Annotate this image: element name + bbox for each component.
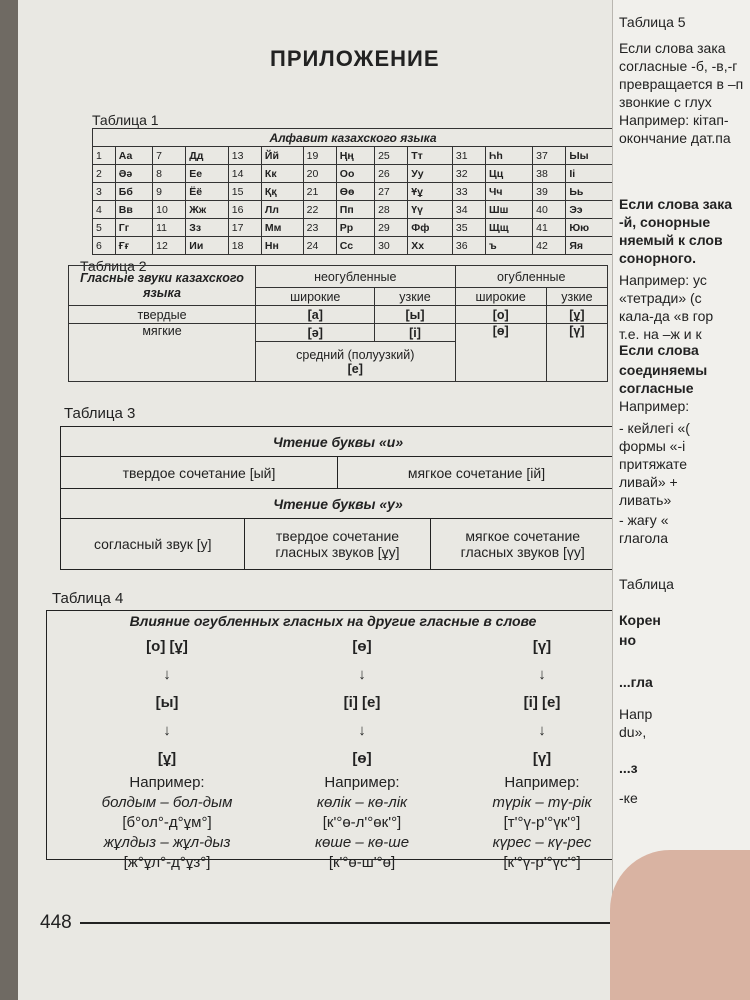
letter-number-cell: 11 (153, 219, 186, 237)
facing-page-line: но (619, 632, 637, 648)
arrow-down: ↓ (358, 722, 366, 739)
example-transcription: [б°ол°-д°ұм°] (122, 814, 212, 831)
column-top-sounds: [о] [ұ] (146, 638, 188, 655)
facing-page-line: Таблица 5 (619, 14, 686, 30)
arrow-down: ↓ (538, 722, 546, 739)
column-result-sound: [ұ] (157, 750, 177, 767)
letter-number-cell: 42 (533, 237, 566, 255)
facing-page-line: «тетради» (с (619, 290, 702, 306)
letter-cell: Дд (186, 147, 228, 165)
example-word: түрік – тү-рік (492, 794, 592, 811)
reading-i-header: Чтение буквы «и» (272, 433, 404, 450)
vowel-cell: [і] (375, 324, 455, 342)
letter-number-cell: 17 (228, 219, 261, 237)
rounding-table-header: Влияние огубленных гласных на другие гласные в слове (129, 613, 537, 629)
facing-page-line: ливай» + (619, 474, 678, 490)
letter-number-cell: 41 (533, 219, 566, 237)
letter-cell: Оо (336, 165, 374, 183)
letter-number-cell: 35 (452, 219, 485, 237)
rounding-column-oe (277, 637, 447, 873)
reading-u-soft (431, 519, 615, 569)
reading-table (60, 426, 616, 570)
facing-page-line: т.е. на –ж и к (619, 326, 702, 342)
letter-cell: Зз (186, 219, 228, 237)
example-word: көлік – кө-лік (316, 794, 408, 811)
reading-u-consonant: согласный звук [у] (61, 519, 245, 569)
letter-cell: Чч (486, 183, 533, 201)
letter-number-cell: 34 (452, 201, 485, 219)
example-transcription: [ж°ұл°-д°ұз°] (123, 854, 211, 871)
facing-page-line: -й, сонорные (619, 214, 711, 230)
letter-number-cell: 19 (303, 147, 336, 165)
facing-page-line: звонкие с глух (619, 94, 712, 110)
letter-number-cell: 38 (533, 165, 566, 183)
page-number: 448 (40, 912, 72, 933)
facing-page-line: Например: (619, 398, 690, 414)
facing-page-line: согласные -б, -в,-г (619, 58, 738, 74)
letter-cell: Кк (261, 165, 303, 183)
facing-page-line: няемый к слов (619, 232, 723, 248)
letter-cell: Ғғ (115, 237, 152, 255)
facing-page-line: Если слова зака (619, 196, 733, 212)
facing-page-line: сонорного. (619, 250, 696, 266)
letter-cell: Аа (115, 147, 152, 165)
letter-number-cell: 3 (93, 183, 116, 201)
facing-page-line: Напр (619, 706, 653, 722)
letter-cell: Шш (486, 201, 533, 219)
letter-number-cell: 4 (93, 201, 116, 219)
table3-caption: Таблица 3 (64, 405, 136, 422)
alphabet-table-header: Алфавит казахского языка (93, 129, 614, 147)
facing-page-line: - кейлегі «( (619, 420, 690, 436)
letter-cell: Нн (261, 237, 303, 255)
page-title: ПРИЛОЖЕНИЕ (270, 46, 440, 71)
facing-page-line: кала-да «в гор (619, 308, 714, 324)
letter-number-cell: 10 (153, 201, 186, 219)
vowel-table (68, 265, 608, 382)
letter-cell: Рр (336, 219, 374, 237)
letter-cell: Ыы (566, 147, 614, 165)
reading-i-hard: твердое сочетание [ый] (61, 457, 338, 488)
reading-u-hard-line1: твердое сочетание (275, 528, 400, 544)
facing-page-line: окончание дат.па (619, 130, 731, 146)
left-page (18, 0, 618, 1000)
column-top-sounds: [ү] (532, 638, 552, 655)
rounding-column-ue (467, 637, 617, 873)
facing-page-line: -ке (619, 790, 638, 806)
example-word: жұлдыз – жұл-дыз (103, 834, 231, 851)
soft-row-label: мягкие (69, 324, 256, 382)
letter-number-cell: 13 (228, 147, 261, 165)
facing-page-line: ...гла (619, 674, 653, 690)
letter-cell: Гг (115, 219, 152, 237)
middle-vowel-cell (256, 342, 456, 382)
unrounded-header: неогубленные (256, 266, 456, 288)
narrow-header: узкие (546, 288, 607, 306)
letter-number-cell: 29 (375, 219, 408, 237)
column-mid-sounds: [ы] (155, 694, 179, 711)
column-result-sound: [ү] (532, 750, 552, 767)
letter-cell: Ээ (566, 201, 614, 219)
wide-header: широкие (455, 288, 546, 306)
letter-cell: Іі (566, 165, 614, 183)
example-label: Например: (324, 774, 400, 791)
letter-cell: ъ (486, 237, 533, 255)
rounded-header: огубленные (455, 266, 607, 288)
hard-row-label: твердые (69, 306, 256, 324)
facing-page-line: Корен (619, 612, 661, 628)
letter-cell: Хх (408, 237, 453, 255)
hand-holding-book (610, 850, 750, 1000)
letter-number-cell: 9 (153, 183, 186, 201)
column-top-sounds: [ө] (352, 638, 372, 655)
letter-cell: Ққ (261, 183, 303, 201)
letter-cell: Ұұ (408, 183, 453, 201)
letter-number-cell: 5 (93, 219, 116, 237)
letter-number-cell: 30 (375, 237, 408, 255)
letter-cell: Цц (486, 165, 533, 183)
letter-number-cell: 22 (303, 201, 336, 219)
letter-number-cell: 7 (153, 147, 186, 165)
letter-cell: Ее (186, 165, 228, 183)
example-transcription: [т'°ү-р'°үк'°] (503, 814, 581, 831)
letter-cell: Бб (115, 183, 152, 201)
facing-page-line: глагола (619, 530, 668, 546)
facing-page-line: ...з (619, 760, 638, 776)
letter-cell: Әә (115, 165, 152, 183)
facing-page-line: Таблица (619, 576, 674, 592)
letter-cell: Щщ (486, 219, 533, 237)
letter-number-cell: 8 (153, 165, 186, 183)
letter-cell: Ьь (566, 183, 614, 201)
letter-cell: Ңң (336, 147, 374, 165)
vowel-cell: [о] (455, 306, 546, 324)
rounding-column-o (77, 637, 257, 873)
facing-page-line: соединяемы (619, 362, 708, 378)
letter-cell: Ёё (186, 183, 228, 201)
vowel-cell: [ө] (455, 324, 546, 382)
table1-caption: Таблица 1 (92, 112, 159, 128)
middle-vowel-label: средний (полуузкий) (296, 347, 415, 362)
letter-number-cell: 25 (375, 147, 408, 165)
facing-page-line: Например: кітап- (619, 112, 729, 128)
table4-caption: Таблица 4 (52, 590, 124, 607)
example-label: Например: (129, 774, 205, 791)
facing-page-line: притяжате (619, 456, 688, 472)
reading-u-hard (245, 519, 430, 569)
letter-number-cell: 18 (228, 237, 261, 255)
letter-cell: Вв (115, 201, 152, 219)
letter-cell: Уу (408, 165, 453, 183)
example-word: көше – кө-ше (314, 834, 410, 851)
table2-caption: Таблица 2 (80, 258, 147, 274)
letter-cell: Пп (336, 201, 374, 219)
column-mid-sounds: [і] [е] (523, 694, 561, 711)
letter-cell: Сс (336, 237, 374, 255)
alphabet-table (92, 128, 614, 255)
example-transcription: [к'°ү-р'°үс'°] (503, 854, 581, 871)
facing-page-line: du», (619, 724, 647, 740)
letter-cell: Жж (186, 201, 228, 219)
letter-number-cell: 37 (533, 147, 566, 165)
letter-number-cell: 39 (533, 183, 566, 201)
reading-u-soft-line2: гласных звуков [үу] (460, 544, 585, 560)
letter-number-cell: 28 (375, 201, 408, 219)
vowel-cell: [ы] (375, 306, 455, 324)
letter-cell: Мм (261, 219, 303, 237)
arrow-down: ↓ (163, 666, 171, 683)
letter-number-cell: 33 (452, 183, 485, 201)
letter-cell: Фф (408, 219, 453, 237)
footer-rule (80, 922, 620, 924)
facing-page-line: Например: ус (619, 272, 707, 288)
letter-number-cell: 26 (375, 165, 408, 183)
example-transcription: [к'°ө-л'°өк'°] (322, 814, 402, 831)
reading-i-soft: мягкое сочетание [ій] (407, 464, 546, 481)
vowel-cell: [ү] (546, 324, 607, 382)
letter-number-cell: 15 (228, 183, 261, 201)
example-transcription: [к'°ө-ш'°ө] (328, 854, 396, 871)
middle-vowel-sound: [е] (347, 361, 363, 376)
letter-cell: Лл (261, 201, 303, 219)
arrow-down: ↓ (163, 722, 171, 739)
facing-page-line: формы «-і (619, 438, 686, 454)
letter-cell: Тт (408, 147, 453, 165)
reading-u-hard-line2: гласных звуков [ұу] (275, 544, 400, 560)
vowel-corner-label: Гласные звуки казахского языка (69, 266, 256, 306)
letter-cell: Һһ (486, 147, 533, 165)
facing-page-line: согласные (619, 380, 694, 396)
arrow-down: ↓ (358, 666, 366, 683)
letter-cell: Йй (261, 147, 303, 165)
vowel-cell: [ә] (256, 324, 375, 342)
facing-page-line: Если слова (619, 342, 699, 358)
letter-cell: Өө (336, 183, 374, 201)
letter-cell: Үү (408, 201, 453, 219)
example-label: Например: (504, 774, 580, 791)
wide-header: широкие (256, 288, 375, 306)
vowel-cell: [ұ] (546, 306, 607, 324)
letter-cell: Яя (566, 237, 614, 255)
column-result-sound: [ө] (352, 750, 372, 767)
letter-number-cell: 31 (452, 147, 485, 165)
facing-page-line: ливать» (619, 492, 672, 508)
letter-number-cell: 40 (533, 201, 566, 219)
letter-number-cell: 6 (93, 237, 116, 255)
letter-number-cell: 23 (303, 219, 336, 237)
letter-number-cell: 16 (228, 201, 261, 219)
letter-cell: Ии (186, 237, 228, 255)
reading-u-header: Чтение буквы «у» (273, 495, 403, 512)
facing-page-line: - жағу « (619, 512, 669, 528)
letter-number-cell: 21 (303, 183, 336, 201)
letter-number-cell: 24 (303, 237, 336, 255)
letter-number-cell: 36 (452, 237, 485, 255)
facing-page-line: превращается в –п (619, 76, 744, 92)
letter-number-cell: 2 (93, 165, 116, 183)
vowel-cell: [а] (256, 306, 375, 324)
letter-number-cell: 27 (375, 183, 408, 201)
letter-number-cell: 32 (452, 165, 485, 183)
letter-number-cell: 1 (93, 147, 116, 165)
letter-cell: Юю (566, 219, 614, 237)
letter-number-cell: 20 (303, 165, 336, 183)
facing-page-line: Если слова зака (619, 40, 726, 56)
example-word: болдым – бол-дым (101, 794, 233, 811)
reading-u-soft-line1: мягкое сочетание (465, 528, 581, 544)
rounding-table (46, 610, 620, 871)
letter-number-cell: 14 (228, 165, 261, 183)
column-mid-sounds: [і] [е] (343, 694, 381, 711)
example-word: күрес – кү-рес (492, 834, 592, 851)
letter-number-cell: 12 (153, 237, 186, 255)
narrow-header: узкие (375, 288, 455, 306)
arrow-down: ↓ (538, 666, 546, 683)
